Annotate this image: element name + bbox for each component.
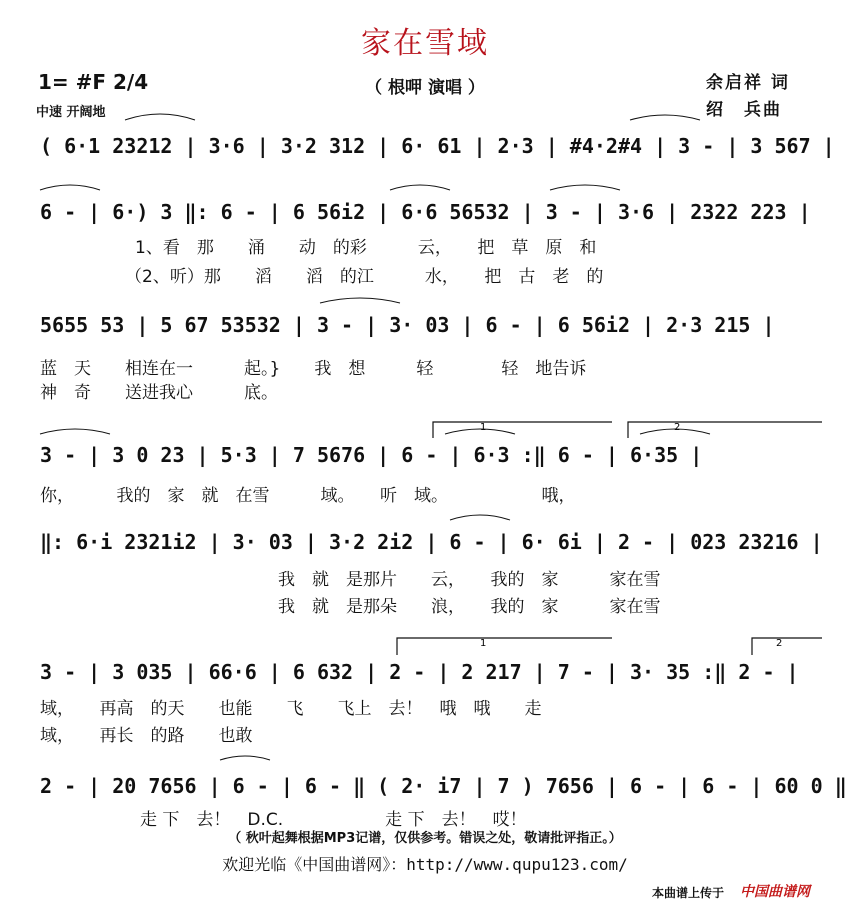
volta-bracket-1 — [433, 422, 612, 438]
slur-2 — [630, 115, 700, 120]
score-line-5-notes: ‖: 6·i 2321i2 | 3· 03 | 3·2 2i2 | 6 - | 6· 6i | 2 - | 023 23216 | — [40, 530, 823, 554]
composer-credit: 绍 兵曲 — [706, 100, 782, 120]
brand-logo[interactable]: 中国曲谱网 — [740, 884, 810, 900]
volta-label-3: 1 — [480, 638, 487, 649]
score-line-4-lyric-1: 你， 我的 家 就 在雪 域。 听 域。 哦， — [40, 486, 576, 506]
volta-bracket-4 — [752, 638, 822, 655]
score-line-3-lyric-2: 神 奇 送进我心 底。 — [40, 383, 278, 403]
score-line-2-lyric-2: （2、听）那 滔 滔 的江 水， 把 古 老 的 — [125, 267, 604, 287]
lyricist-credit: 余启祥 词 — [706, 73, 790, 93]
score-line-1-notes: ( 6·1 23212 | 3·6 | 3·2 312 | 6· 61 | 2·3 | #4·2#4 | 3 - | 3 567 | — [40, 134, 835, 158]
slur-11 — [220, 756, 270, 760]
score-line-2-lyric-1: 1、看 那 涌 动 的彩 云， 把 草 原 和 — [135, 238, 597, 258]
score-line-3-notes: 5655 53 | 5 67 53532 | 3 - | 3· 03 | 6 - | 6 56i2 | 2·3 215 | — [40, 313, 775, 337]
tempo-marking: 中速 开阔地 — [36, 105, 106, 120]
score-line-3-lyric-1: 蓝 天 相连在一 起。} 我 想 轻 轻 地告诉 — [40, 359, 587, 379]
slur-5 — [550, 185, 620, 190]
score-line-7-notes: 2 - | 20 7656 | 6 - | 6 - ‖ ( 2· i7 | 7 ) 7656 | 6 - | 6 - | 60 0 ‖ — [40, 774, 847, 798]
slur-3 — [40, 185, 100, 190]
volta-label-1: 1 — [480, 422, 487, 433]
song-title: 家在雪域 — [361, 26, 489, 61]
score-line-2-notes: 6 - | 6·) 3 ‖: 6 - | 6 56i2 | 6·6 56532 | 3 - | 3·6 | 2322 223 | — [40, 200, 811, 224]
singer-credit: （ 根呷 演唱 ） — [365, 78, 485, 98]
score-line-6-lyric-2: 域， 再长 的路 也敢 — [40, 726, 253, 746]
slur-6 — [320, 298, 400, 303]
score-line-5-lyric-1: 我 就 是那片 云， 我的 家 家在雪 — [278, 570, 661, 590]
score-line-6-notes: 3 - | 3 035 | 66·6 | 6 632 | 2 - | 2 217 | 7 - | 3· 35 :‖ 2 - | — [40, 660, 799, 684]
transcription-notice: （ 秋叶起舞根据MP3记谱，仅供参考。错误之处，敬请批评指正。） — [228, 831, 622, 846]
score-line-5-lyric-2: 我 就 是那朵 浪， 我的 家 家在雪 — [278, 597, 661, 617]
score-line-7-lyric-1: 走 下 去！ D.C. 走 下 去！ 哎！ — [140, 810, 527, 830]
slur-10 — [450, 515, 510, 520]
slur-1 — [125, 114, 195, 120]
slur-7 — [40, 429, 110, 434]
volta-label-4: 2 — [776, 638, 783, 649]
website-link[interactable]: 欢迎光临《中国曲谱网》：http://www.qupu123.com/ — [222, 855, 628, 874]
score-line-6-lyric-1: 域， 再高 的天 也能 飞 飞上 去！ 哦 哦 走 — [40, 699, 542, 719]
volta-label-2: 2 — [674, 422, 681, 433]
upload-label: 本曲谱上传于 — [652, 886, 725, 900]
score-line-4-notes: 3 - | 3 0 23 | 5·3 | 7 5676 | 6 - | 6·3 :‖ 6 - | 6·35 | — [40, 443, 703, 467]
volta-bracket-3 — [397, 638, 612, 655]
key-signature: 1= #F 2/4 — [38, 70, 149, 94]
slur-4 — [390, 185, 450, 190]
